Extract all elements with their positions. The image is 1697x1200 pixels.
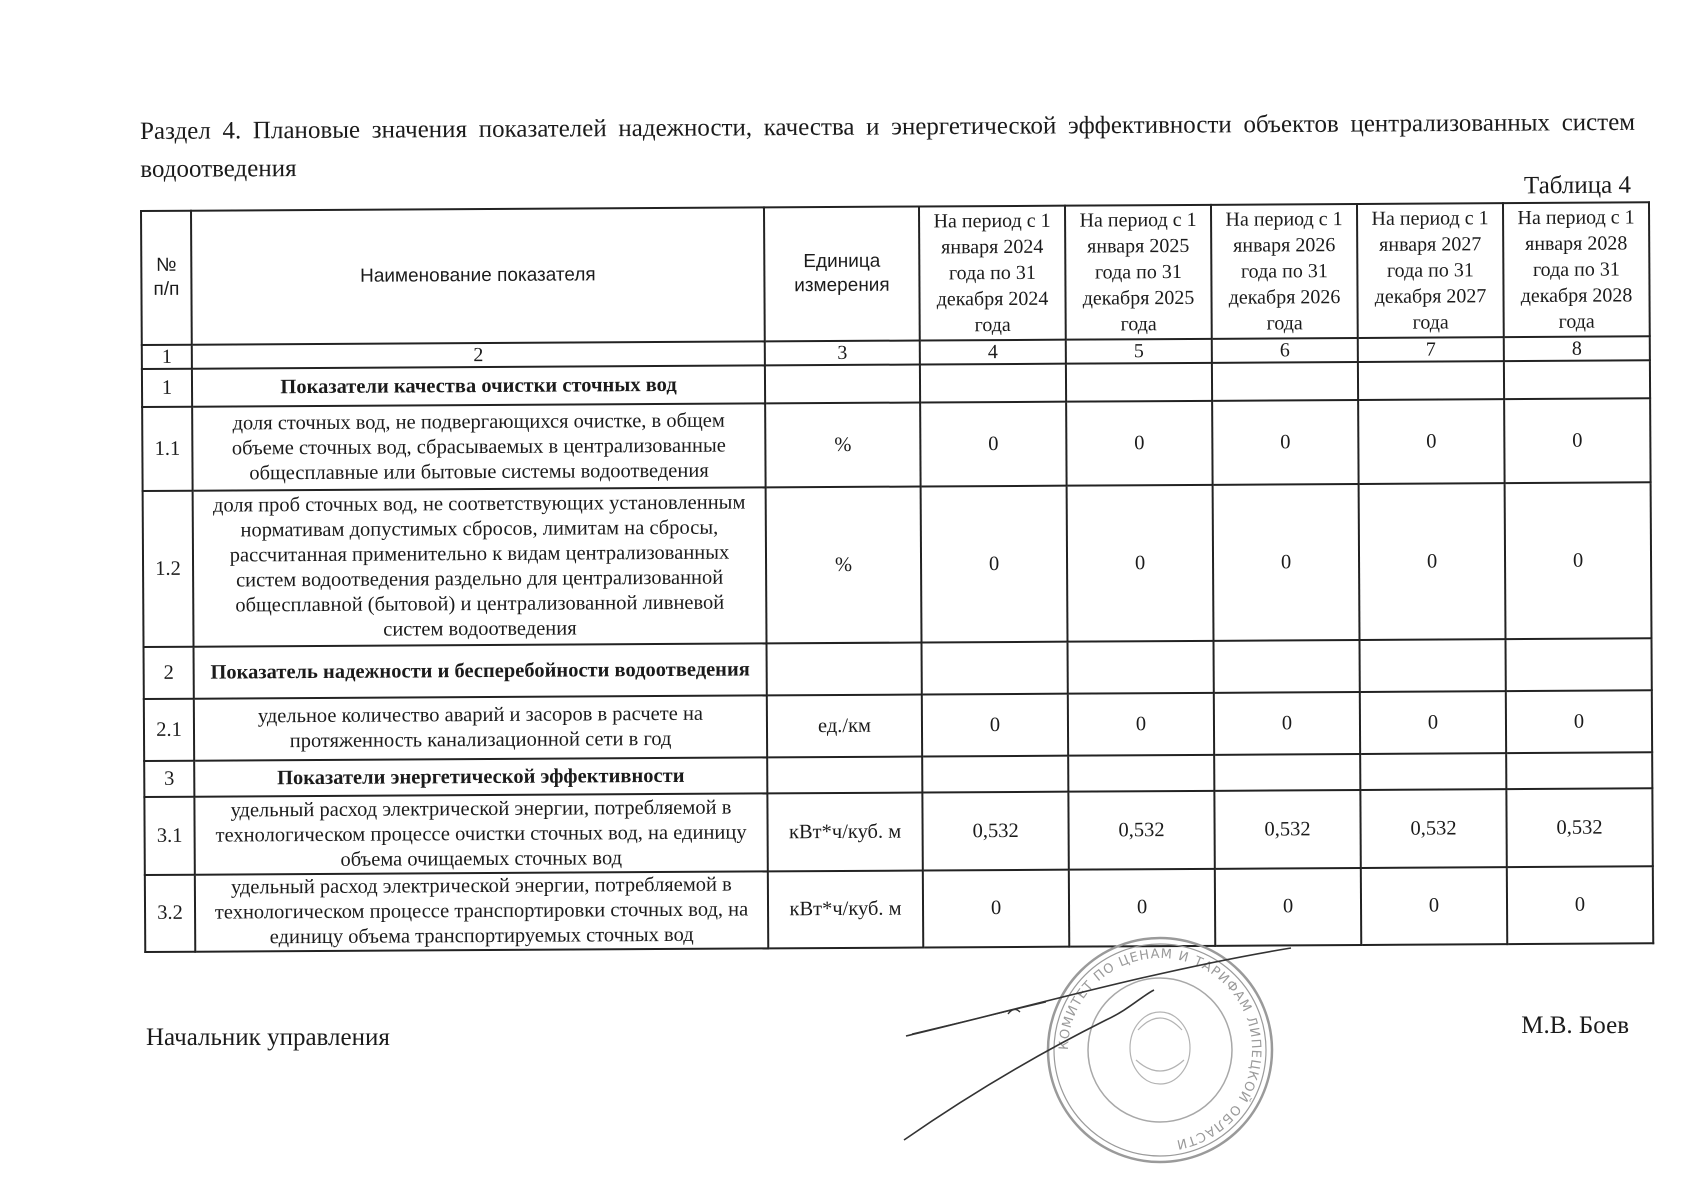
value-cell: 0	[1067, 485, 1214, 642]
value-cell: 0	[1360, 691, 1506, 754]
indicator-unit: кВт*ч/куб. м	[767, 793, 922, 872]
header-num: № п/п	[141, 211, 192, 345]
empty-cell	[920, 364, 1066, 403]
row-num: 1	[142, 369, 192, 407]
section-title: Показатели качества очистки сточных вод	[192, 365, 765, 406]
empty-cell	[1504, 360, 1650, 399]
indicator-unit: %	[766, 487, 922, 644]
value-cell: 0	[1359, 483, 1506, 640]
signatory-name: М.В. Боев	[1521, 1012, 1629, 1039]
empty-cell	[1214, 754, 1360, 791]
value-cell: 0	[922, 694, 1068, 757]
empty-cell	[1359, 639, 1505, 692]
column-number: 7	[1358, 337, 1504, 362]
column-number: 4	[920, 340, 1066, 365]
row-num: 1.2	[143, 491, 194, 647]
value-cell: 0,532	[1068, 791, 1214, 870]
header-unit: Единица измерения	[764, 207, 920, 342]
column-number: 3	[765, 341, 920, 366]
indicator-name: доля проб сточных вод, не соответствующих установленным нормативам допустимых сбросов, лимитам на сбросы, рассчитанная применительно к видам централизованных систем водоотведения раздельно для централизованной общесплавной (бытовой) и централизованной ливневой систем водоотведения	[193, 487, 767, 646]
table-row	[144, 690, 1652, 761]
empty-cell	[1505, 638, 1651, 691]
indicator-name: удельное количество аварий и засоров в расчете на протяженность канализационной сети в год	[194, 695, 767, 760]
empty-cell	[1212, 362, 1358, 401]
value-cell: 0	[1505, 482, 1652, 639]
header-period-2027: На период с 1 января 2027 года по 31 декабря 2027 года	[1357, 203, 1504, 338]
value-cell: 0,532	[1360, 789, 1506, 868]
header-period-2028: На период с 1 января 2028 года по 31 декабря 2028 года	[1503, 202, 1650, 337]
column-number: 6	[1212, 338, 1358, 363]
value-cell: 0	[1069, 869, 1215, 947]
value-cell: 0	[1214, 692, 1360, 755]
value-cell: 0	[921, 486, 1068, 643]
value-cell: 0,532	[1506, 788, 1652, 867]
value-cell: 0	[1358, 399, 1504, 484]
table-section-row	[144, 638, 1652, 699]
section-title: Показатели энергетической эффективности	[194, 757, 767, 796]
empty-cell	[1358, 361, 1504, 400]
value-cell: 0	[1507, 866, 1653, 944]
indicator-name: доля сточных вод, не подвергающихся очистке, в общем объеме сточных вод, сбрасываемых в централизованные общесплавные или бытовые системы водоотведения	[192, 403, 765, 490]
table-header-row	[141, 202, 1650, 345]
empty-cell	[1506, 752, 1652, 789]
empty-cell	[767, 757, 922, 794]
indicator-name: удельный расход электрической энергии, потребляемой в технологическом процессе очистки сточных вод, на единицу объема очищаемых сточных вод	[194, 793, 767, 874]
value-cell: 0	[923, 870, 1069, 948]
handwritten-signature	[896, 940, 1296, 1150]
indicator-unit: ед./км	[767, 695, 922, 758]
empty-cell	[1066, 363, 1212, 402]
section-heading: Раздел 4. Плановые значения показателей надежности, качества и энергетической эффективности объектов централизованных систем водоотведения	[140, 108, 1636, 183]
header-name: Наименование показателя	[191, 207, 765, 344]
column-number: 2	[192, 341, 765, 368]
stamp-ring-text: КОМИТЕТ ПО ЦЕНАМ И ТАРИФАМ ЛИПЕЦКОЙ ОБЛАСТИ	[1056, 946, 1264, 1152]
value-cell: 0	[1212, 400, 1358, 485]
table-label: Таблица 4	[1523, 171, 1632, 200]
value-cell: 0	[1215, 868, 1361, 946]
value-cell: 0	[1504, 398, 1650, 483]
value-cell: 0	[1213, 484, 1360, 641]
indicator-name: удельный расход электрической энергии, потребляемой в технологическом процессе транспортировки сточных вод, на единицу объема транспортируемых сточных вод	[195, 871, 768, 951]
row-num: 3.2	[145, 875, 195, 952]
indicator-unit: %	[765, 403, 920, 488]
value-cell: 0	[1066, 401, 1212, 486]
indicators-table	[140, 201, 1654, 953]
table-row	[142, 398, 1650, 491]
header-period-2024: На период с 1 января 2024 года по 31 декабря 2024 года	[919, 206, 1066, 341]
signatory-position: Начальник управления	[146, 1024, 390, 1051]
empty-cell	[1068, 641, 1214, 694]
indicator-unit: кВт*ч/куб. м	[768, 871, 923, 949]
header-period-2026: На период с 1 января 2026 года по 31 декабря 2026 года	[1211, 204, 1358, 339]
empty-cell	[1360, 753, 1506, 790]
empty-cell	[767, 643, 922, 696]
column-number: 8	[1504, 336, 1650, 361]
row-num: 1.1	[142, 407, 192, 491]
table-row	[144, 788, 1652, 875]
empty-cell	[922, 756, 1068, 793]
value-cell: 0	[920, 402, 1066, 487]
section-title: Показатель надежности и бесперебойности водоотведения	[194, 643, 767, 698]
row-num: 3.1	[144, 797, 194, 875]
empty-cell	[922, 642, 1068, 695]
column-number: 5	[1066, 339, 1212, 364]
empty-cell	[1213, 640, 1359, 693]
table-row	[143, 482, 1652, 647]
row-num: 2.1	[144, 699, 194, 761]
row-num: 3	[144, 761, 194, 797]
header-period-2025: На период с 1 января 2025 года по 31 декабря 2025 года	[1065, 205, 1212, 340]
column-number: 1	[142, 345, 192, 369]
empty-cell	[1068, 755, 1214, 792]
empty-cell	[765, 365, 920, 404]
value-cell: 0,532	[1214, 790, 1360, 869]
row-num: 2	[144, 647, 194, 699]
value-cell: 0	[1068, 693, 1214, 756]
value-cell: 0	[1506, 690, 1652, 753]
value-cell: 0,532	[922, 792, 1068, 871]
value-cell: 0	[1361, 867, 1507, 945]
